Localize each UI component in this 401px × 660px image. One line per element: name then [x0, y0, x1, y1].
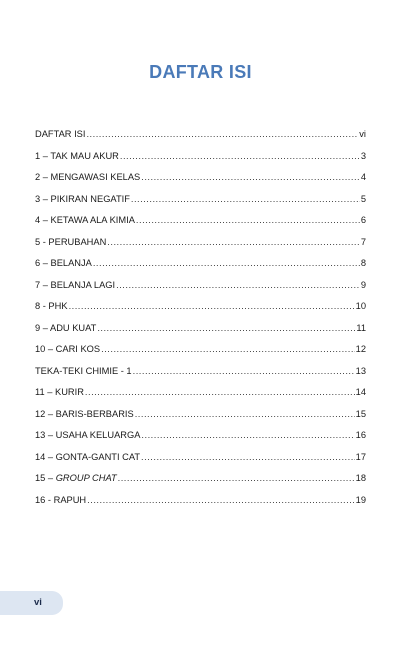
toc-entry[interactable]	[35, 151, 366, 173]
toc-entry-label: 14 – GONTA-GANTI CAT	[35, 451, 141, 462]
toc-leader-dots	[116, 280, 360, 290]
toc-entry-label: DAFTAR ISI	[35, 129, 86, 139]
toc-entry-label: 12 – BARIS-BERBARIS	[35, 408, 134, 419]
toc-entry-page: 14	[355, 387, 366, 397]
toc-entry[interactable]	[35, 194, 366, 216]
toc-entry[interactable]	[35, 452, 366, 474]
toc-entry-page: 8	[360, 258, 366, 268]
toc-entry[interactable]	[35, 280, 366, 302]
toc-entry-label: 8 - PHK	[35, 301, 68, 311]
toc-entry-page: 17	[355, 451, 366, 462]
toc-entry-page: 18	[355, 473, 366, 483]
toc-entry-label: 11 – KURIR	[35, 387, 84, 397]
toc-leader-dots	[141, 172, 360, 182]
toc-entry-label: 9 – ADU KUAT	[35, 322, 97, 333]
toc-entry-page: vi	[359, 129, 366, 139]
toc-entry-label: 10 – CARI KOS	[35, 344, 101, 354]
toc-entry-label: 2 – MENGAWASI KELAS	[35, 172, 141, 182]
toc-entry[interactable]	[35, 387, 366, 409]
toc-entry-label-italic: GROUP CHAT	[55, 473, 117, 483]
toc-leader-dots	[101, 344, 355, 354]
toc-entry-page: 19	[355, 494, 366, 505]
toc-entry-label: 1 – TAK MAU AKUR	[35, 150, 119, 161]
toc-entry-page: 15	[355, 408, 366, 419]
toc-leader-dots	[141, 430, 354, 440]
toc-entry-label: 15 – GROUP CHAT	[35, 473, 117, 483]
toc-entry-page: 5	[360, 193, 366, 204]
toc-entry[interactable]	[35, 495, 366, 517]
toc-entry[interactable]	[35, 344, 366, 366]
toc-leader-dots	[87, 495, 355, 505]
toc-entry-label: TEKA-TEKI CHIMIE - 1	[35, 365, 132, 376]
toc-leader-dots	[136, 215, 360, 225]
toc-entry[interactable]	[35, 301, 366, 323]
toc-entry[interactable]	[35, 258, 366, 280]
toc-entry[interactable]	[35, 366, 366, 388]
toc-entry-label: 4 – KETAWA ALA KIMIA	[35, 215, 135, 225]
toc-entry[interactable]	[35, 473, 366, 495]
toc-leader-dots	[131, 194, 360, 204]
toc-leader-dots	[107, 237, 360, 247]
page-number-tab	[0, 591, 63, 615]
toc-leader-dots	[135, 409, 355, 419]
toc-entry-label: 3 – PIKIRAN NEGATIF	[35, 193, 130, 204]
toc-entry-page: 3	[360, 150, 366, 161]
toc-entry-page: 10	[355, 301, 366, 311]
toc-entry-label: 13 – USAHA KELUARGA	[35, 430, 141, 440]
toc-entry[interactable]	[35, 237, 366, 259]
toc-entry-page: 9	[360, 279, 366, 290]
toc-entry-label: 6 – BELANJA	[35, 258, 92, 268]
toc-entry-page: 12	[355, 344, 366, 354]
toc-leader-dots	[85, 387, 355, 397]
toc-entry[interactable]	[35, 430, 366, 452]
toc-entry[interactable]	[35, 215, 366, 237]
toc-entry-page: 4	[360, 172, 366, 182]
toc-leader-dots	[118, 473, 355, 483]
toc-leader-dots	[69, 301, 355, 311]
toc-leader-dots	[120, 151, 360, 161]
toc-entry-page: 7	[360, 236, 366, 247]
toc-entry-label: 7 – BELANJA LAGI	[35, 279, 116, 290]
toc-entry-page: 11	[356, 322, 366, 333]
toc-entry-page: 6	[360, 215, 366, 225]
table-of-contents	[35, 129, 366, 516]
page-title: DAFTAR ISI	[149, 62, 252, 82]
toc-leader-dots	[97, 323, 355, 333]
page-number: vi	[34, 597, 42, 608]
toc-entry-page: 16	[355, 430, 366, 440]
toc-leader-dots	[141, 452, 355, 462]
toc-entry-label: 16 - RAPUH	[35, 494, 87, 505]
toc-entry[interactable]	[35, 172, 366, 194]
toc-leader-dots	[133, 366, 355, 376]
toc-entry[interactable]	[35, 323, 366, 345]
toc-entry-label: 5 - PERUBAHAN	[35, 236, 107, 247]
toc-leader-dots	[86, 129, 358, 139]
toc-entry[interactable]	[35, 409, 366, 431]
toc-leader-dots	[93, 258, 360, 268]
toc-entry[interactable]	[35, 129, 366, 151]
toc-entry-page: 13	[355, 365, 366, 376]
